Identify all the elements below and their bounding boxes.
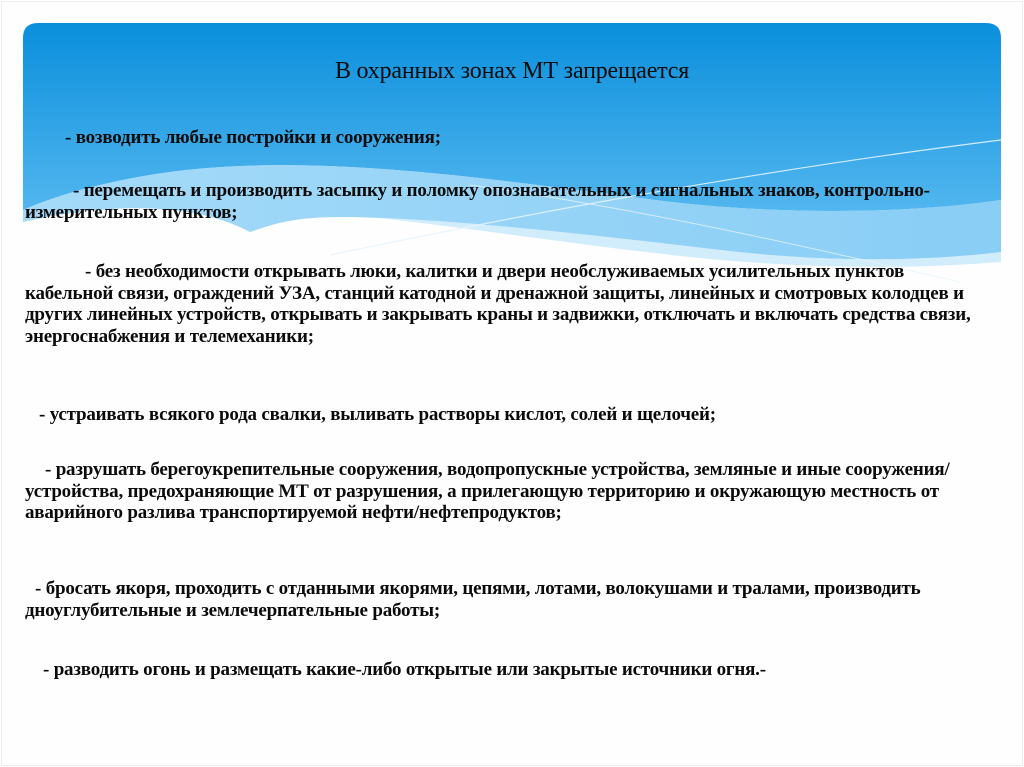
list-item — [25, 261, 995, 347]
slide-title: В охранных зонах МТ запрещается — [334, 58, 690, 84]
list-item — [25, 127, 995, 149]
item-dash: - — [39, 404, 50, 425]
list-item — [25, 404, 995, 426]
item-dash: - — [85, 261, 96, 282]
item-text: возводить любые постройки и сооружения; — [75, 127, 441, 148]
item-text: разрушать берегоукрепительные сооружения, водопропускные устройства, земляные и иные сооружения/устройства, предохраняющие МТ от разрушения, а прилегающую территорию и окружающую местность от аварийного разлива транспортируемой нефти/нефтепродуктов; — [25, 459, 950, 523]
item-dash: - — [73, 180, 84, 201]
list-item — [25, 578, 995, 621]
item-dash: - — [45, 459, 56, 480]
item-text: разводить огонь и размещать какие-либо открытые или закрытые источники огня.- — [53, 659, 766, 680]
item-dash: - — [43, 659, 54, 680]
item-text: без необходимости открывать люки, калитки и двери необслуживаемых усилительных пунктов кабельной связи, ограждений УЗА, станций катодной и дренажной защиты, линейных и смотровых колодцев и других линейных устройств, открывать и закрывать краны и задвижки, отключать и включать средства связи, энергоснабжения и телемеханики; — [25, 261, 971, 347]
item-text: бросать якоря, проходить с отданными якорями, цепями, лотами, волокушами и тралами, производить дноуглубительные и землечерпательные работы; — [25, 578, 921, 621]
item-dash: - — [35, 578, 46, 599]
list-item — [25, 459, 995, 524]
item-dash: - — [65, 127, 76, 148]
item-text: устраивать всякого рода свалки, выливать растворы кислот, солей и щелочей; — [49, 404, 716, 425]
list-item — [25, 659, 995, 681]
item-text: перемещать и производить засыпку и поломку опознавательных и сигнальных знаков, контрольно-измерительных пунктов; — [25, 180, 930, 223]
list-item — [25, 180, 995, 223]
